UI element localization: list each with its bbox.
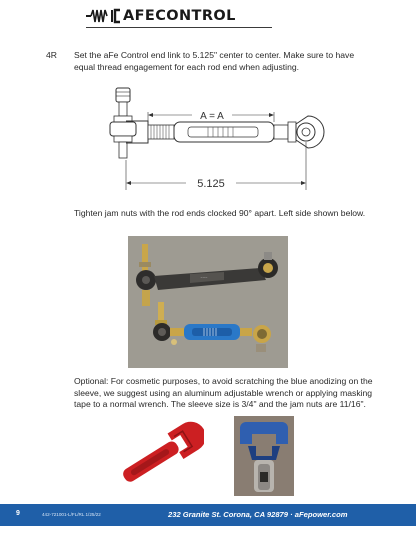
label-length: 5.125 (197, 178, 225, 190)
end-link-diagram (96, 82, 328, 196)
header-logo (86, 4, 236, 28)
svg-text:~~~: ~~~ (200, 274, 208, 281)
footer-bar (0, 504, 416, 526)
red-aluminum-wrench-photo (112, 416, 204, 494)
jam-nut-instruction: Tighten jam nuts with the rod ends clocked 90° apart. Left side shown below. (74, 208, 366, 218)
step-instruction: Set the aFe Control end link to 5.125" center to center. Make sure to have equal thread engagement for each rod end when adjusting. (74, 50, 355, 72)
label-equal: A = A (200, 111, 224, 122)
end-link-photo (128, 236, 288, 368)
header-rule (86, 27, 272, 28)
taped-wrench-photo (234, 416, 294, 496)
step-number: 4R (46, 50, 57, 60)
logo-text: AFECONTROL (123, 8, 236, 24)
footer-address: 232 Granite St. Corona, CA 92879 · aFepower.com (168, 510, 348, 519)
afe-coil-logo-icon (86, 8, 120, 24)
optional-note: Optional: For cosmetic purposes, to avoid scratching the blue anodizing on the sleeve, we suggest using an aluminum adjustable wrench or applying masking tape to a normal wrench. The sleeve size is 3/4" and the jam nuts are 11/16". (74, 376, 373, 409)
doc-id: 442-721001-L/FL/RL 1/25/22 (42, 511, 101, 517)
page-number: 9 (16, 510, 20, 517)
